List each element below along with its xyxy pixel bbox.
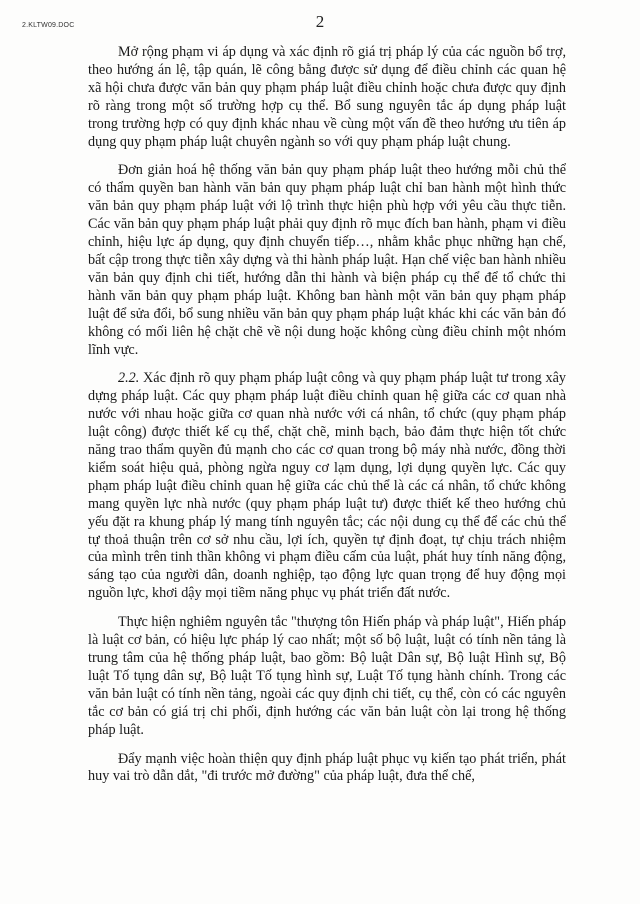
paragraph-1 bbox=[88, 44, 566, 151]
paragraph-4 bbox=[88, 614, 566, 739]
paragraph-text: Xác định rõ quy phạm pháp luật công và quy phạm pháp luật tư trong xây dựng pháp luật. Các quy phạm pháp luật điều chỉnh quan hệ giữa các cơ quan nhà nước với nhau hoặc giữa cơ quan nhà nước với cá nhân, tổ chức (quy phạm pháp luật công) được thiết kế cụ thể, chặt chẽ, minh bạch, bảo đảm thực hiện tốt chức năng trao thẩm quyền đủ mạnh cho các cơ quan trong bộ máy nhà nước, đồng thời kiểm soát hiệu quả, phòng ngừa nguy cơ lạm dụng, lợi dụng quyền lực. Các quy phạm pháp luật điều chỉnh quan hệ giữa các chủ thể là các cá nhân, tổ chức không mang quyền lực nhà nước (quy phạm pháp luật tư) được thiết kế theo hướng chủ yếu đặt ra khung pháp lý mang tính nguyên tắc; các nội dung cụ thể để các chủ thể tự thoả thuận trên cơ sở nhu cầu, lợi ích, quyền tự định đoạt, tự chịu trách nhiệm của mình trên tinh thần không vi phạm điều cấm của luật, phát huy tính năng động, sáng tạo của người dân, doanh nghiệp, tạo động lực quan trọng để huy động mọi nguồn lực, khơi dậy mọi tiềm năng phục vụ phát triển đất nước. bbox=[88, 370, 566, 602]
document-body bbox=[88, 44, 566, 797]
section-number: 2.2. bbox=[118, 370, 140, 387]
paragraph-3 bbox=[88, 370, 566, 603]
paragraph-text: Thực hiện nghiêm nguyên tắc "thượng tôn Hiến pháp và pháp luật", Hiến pháp là luật cơ bản, có hiệu lực pháp lý cao nhất; một số bộ luật, luật có tính nền tảng là trung tâm của hệ thống pháp luật, bao gồm: Bộ luật Dân sự, Bộ luật Hình sự, Bộ luật Tố tụng dân sự, Bộ luật Tố tụng hình sự, Luật Tố tụng hành chính. Trong các văn bản luật có tính nền tảng, ngoài các quy định chi tiết, cụ thể, còn có các nguyên tắc cơ bản có giá trị chi phối, định hướng các văn bản luật còn lại trong hệ thống pháp luật. bbox=[88, 614, 566, 738]
page-number: 2 bbox=[315, 12, 325, 31]
paragraph-text: Đơn giản hoá hệ thống văn bản quy phạm pháp luật theo hướng mỗi chủ thể có thẩm quyền ban hành văn bản quy phạm pháp luật chỉ ban hành một hình thức văn bản quy phạm pháp luật với lộ trình thực hiện phù hợp với yêu cầu thực tiễn. Các văn bản quy phạm pháp luật phải quy định rõ mục đích ban hành, phạm vi điều chỉnh, hiệu lực áp dụng, quy định chuyển tiếp…, nhằm khắc phục những hạn chế, bất cập trong thực tiễn xây dựng và thi hành pháp luật. Hạn chế việc ban hành nhiều văn bản quy định chi tiết, hướng dẫn thi hành và biện pháp cụ thể để tổ chức thi hành văn bản quy phạm pháp luật. Không ban hành một văn bản quy phạm pháp luật để sửa đổi, bổ sung nhiều văn bản quy phạm pháp luật khác khi các văn bản đó không có mối liên hệ chặt chẽ về nội dung hoặc không cùng điều chỉnh một nhóm lĩnh vực. bbox=[88, 162, 566, 358]
paragraph-text: Mở rộng phạm vi áp dụng và xác định rõ giá trị pháp lý của các nguồn bổ trợ, theo hướng án lệ, tập quán, lẽ công bằng được sử dụng để điều chỉnh các quan hệ xã hội chưa được văn bản quy phạm pháp luật điều chỉnh hoặc chưa được quy định rõ ràng trong một số trường hợp cụ thể. Bổ sung nguyên tắc áp dụng pháp luật trong trường hợp có quy định khác nhau về cùng một vấn đề theo hướng ưu tiên áp dụng quy phạm pháp luật chuyên ngành so với quy phạm pháp luật chung. bbox=[88, 44, 566, 150]
paragraph-5 bbox=[88, 751, 566, 787]
paragraph-text: Đẩy mạnh việc hoàn thiện quy định pháp luật phục vụ kiến tạo phát triển, phát huy vai trò dẫn dắt, "đi trước mở đường" của pháp luật, đưa thể chế, bbox=[88, 750, 566, 785]
paragraph-2 bbox=[88, 162, 566, 359]
file-label: 2.KLTW09.DOC bbox=[22, 22, 75, 29]
